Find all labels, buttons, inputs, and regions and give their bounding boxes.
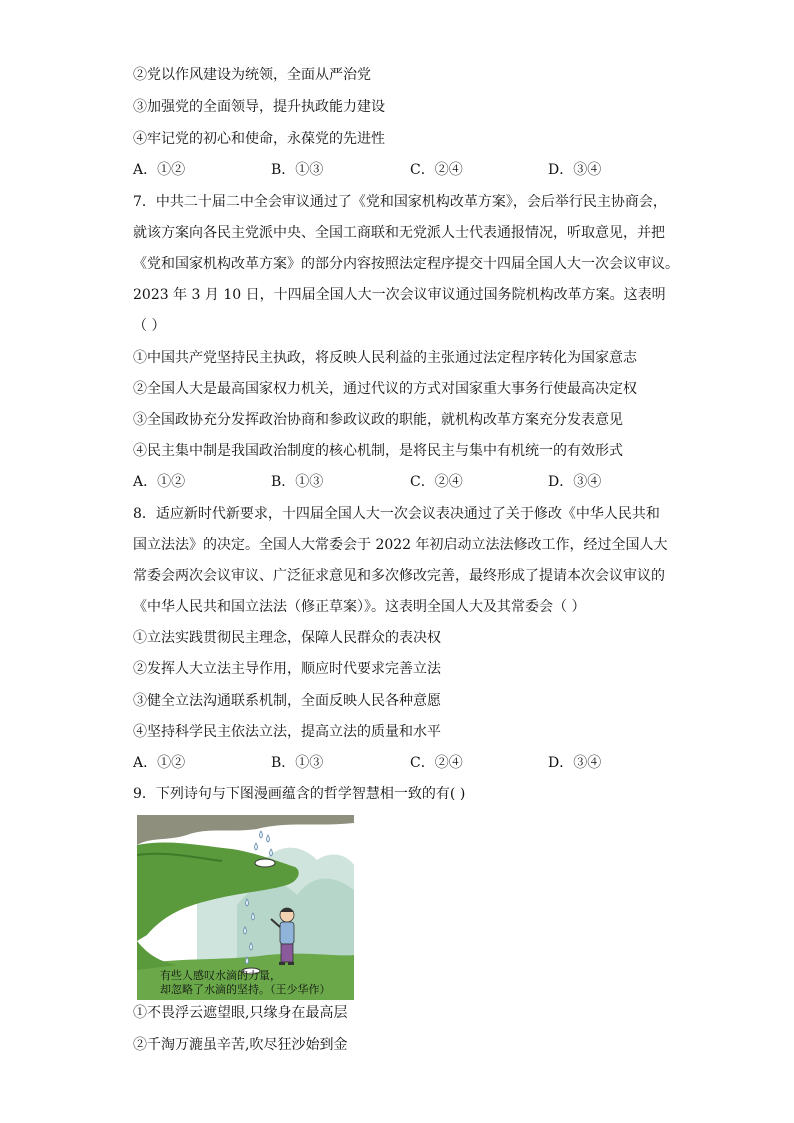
q7-option-b[interactable]: B．①③ <box>271 474 324 490</box>
q6-option-d[interactable]: D．③④ <box>548 162 602 178</box>
q8-stem-line-2: 国立法法》的决定。全国人大常委会于 2022 年初启动立法法修改工作，经过全国人大 <box>133 537 668 553</box>
q8-item-2: ②发挥人大立法主导作用，顺应时代要求完善立法 <box>133 661 441 677</box>
q8-item-3: ③健全立法沟通联系机制，全面反映人民各种意愿 <box>133 693 441 709</box>
figure-caption-line-2: 却忽略了水滴的坚持。（王少华作） <box>160 983 331 996</box>
q7-option-d[interactable]: D．③④ <box>548 474 602 490</box>
q9-item-2: ②千淘万漉虽辛苦,吹尽狂沙始到金 <box>133 1037 348 1053</box>
q7-item-2: ②全国人大是最高国家权力机关，通过代议的方式对国家重大事务行使最高决定权 <box>133 381 637 397</box>
q6-option-a[interactable]: A．①② <box>133 162 186 178</box>
q7-stem-line-4: 2023 年 3 月 10 日，十四届全国人大一次会议审议通过国务院机构改革方案。这表明 <box>133 287 666 303</box>
q6-item-4: ④牢记党的初心和使命，永葆党的先进性 <box>133 131 385 147</box>
q7-item-4: ④民主集中制是我国政治制度的核心机制，是将民主与集中有机统一的有效形式 <box>133 443 623 459</box>
q6-item-3: ③加强党的全面领导，提升执政能力建设 <box>133 99 385 115</box>
q8-option-b[interactable]: B．①③ <box>271 755 324 771</box>
q8-option-d[interactable]: D．③④ <box>548 755 602 771</box>
figure-caption-line-1: 有些人感叹水滴的力量， <box>160 969 281 982</box>
q7-stem-line-2: 就该方案向各民主党派中央、全国工商联和无党派人士代表通报情况，听取意见，并把 <box>133 225 665 241</box>
q7-stem-line-1: 7．中共二十届二中全会审议通过了《党和国家机构改革方案》，会后举行民主协商会， <box>133 194 667 210</box>
q6-option-b[interactable]: B．①③ <box>271 162 324 178</box>
q7-option-a[interactable]: A．①② <box>133 474 186 490</box>
q7-stem-line-3: 《党和国家机构改革方案》的部分内容按照法定程序提交十四届全国人大一次会议审议。 <box>133 256 679 272</box>
q7-item-3: ③全国政协充分发挥政治协商和参政议政的职能，就机构改革方案充分发表意见 <box>133 412 623 428</box>
figure-caption <box>160 969 331 997</box>
q8-item-4: ④坚持科学民主依法立法，提高立法的质量和水平 <box>133 724 441 740</box>
q8-option-a[interactable]: A．①② <box>133 755 186 771</box>
q8-option-c[interactable]: C．②④ <box>410 755 463 771</box>
q7-option-c[interactable]: C．②④ <box>410 474 463 490</box>
q8-stem-line-1: 8．适应新时代新要求，十四届全国人大一次会议表决通过了关于修改《中华人民共和 <box>133 506 660 522</box>
q6-item-2: ②党以作风建设为统领，全面从严治党 <box>133 67 371 83</box>
q8-stem-line-4: 《中华人民共和国立法法（修正草案）》。这表明全国人大及其常委会（ ） <box>133 599 586 615</box>
q8-stem-line-3: 常委会两次会议审议、广泛征求意见和多次修改完善，最终形成了提请本次会议审议的 <box>133 568 665 584</box>
q8-item-1: ①立法实践贯彻民主理念，保障人民群众的表决权 <box>133 630 441 646</box>
q9-stem: 9．下列诗句与下图漫画蕴含的哲学智慧相一致的有( ) <box>133 786 466 802</box>
q7-answer-blank: （ ） <box>133 318 166 334</box>
q6-option-c[interactable]: C．②④ <box>410 162 463 178</box>
q7-item-1: ①中国共产党坚持民主执政，将反映人民利益的主张通过法定程序转化为国家意志 <box>133 350 637 366</box>
q9-item-1: ①不畏浮云遮望眼,只缘身在最高层 <box>133 1005 348 1021</box>
